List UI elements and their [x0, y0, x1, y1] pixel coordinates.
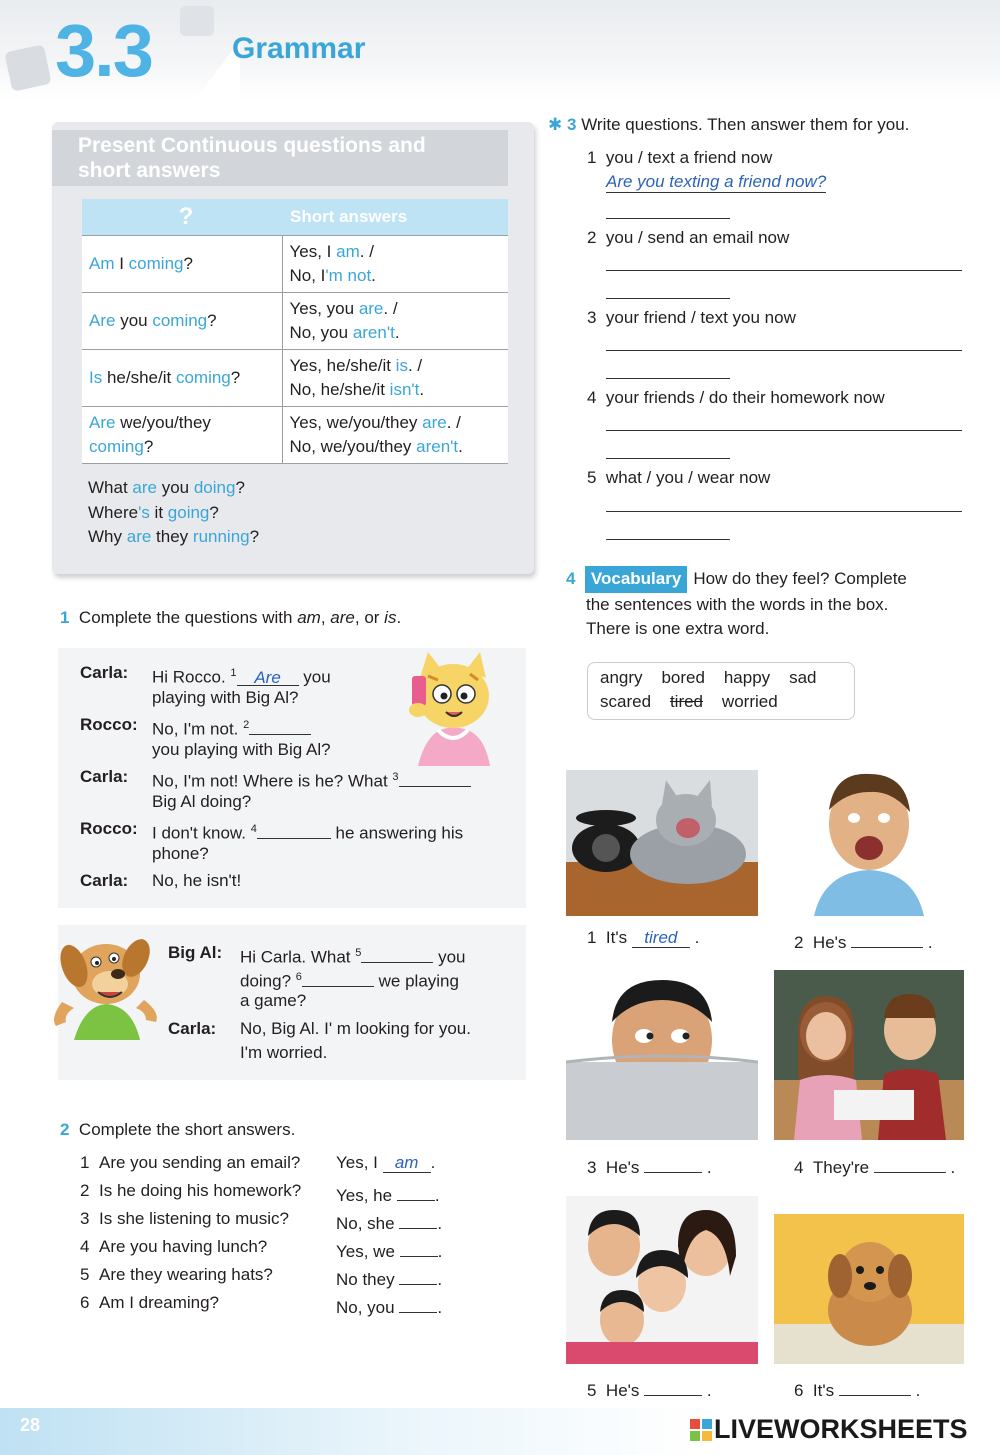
page-number: 28 — [20, 1415, 41, 1435]
dialogue-line: playing with Big Al? — [152, 688, 299, 707]
liveworksheets-logo-icon — [690, 1419, 712, 1441]
dialogue-line: doing? $^6$ we playing — [240, 965, 459, 994]
picture-caption: 3 He's . — [587, 1153, 712, 1178]
short-answer-line[interactable] — [606, 298, 730, 299]
exercise-1-instruction: 1 Complete the questions with am, are, or is. — [60, 608, 402, 627]
question-prompt: 3 your friend / text you now — [587, 308, 796, 327]
word-row — [600, 690, 842, 714]
bored-kids-photo — [774, 970, 964, 1140]
grammar-row — [82, 235, 508, 292]
short-answers-header: Short answers — [282, 199, 508, 235]
short-answer-blank[interactable] — [397, 1181, 435, 1201]
short-answer-blank[interactable] — [399, 1265, 437, 1285]
speaker-label: Carla: — [80, 663, 129, 682]
picture-caption: 2 He's . — [794, 928, 933, 953]
question-answer-line[interactable] — [606, 430, 962, 431]
grammar-table — [82, 199, 508, 464]
word: angry — [600, 668, 643, 687]
question-cell: Are we/you/they coming? — [82, 406, 282, 463]
caption-blank[interactable]: tired — [632, 928, 690, 948]
speaker-label: Rocco: — [80, 715, 138, 734]
short-answer-item: 5 Are they wearing hats? No they . — [80, 1265, 443, 1289]
short-answer-line[interactable] — [606, 378, 730, 379]
dialogue-line: No, he isn't! — [152, 871, 242, 890]
caption-blank[interactable] — [874, 1153, 946, 1173]
blank-6[interactable] — [302, 967, 374, 987]
dialogue-line: phone? — [152, 844, 209, 863]
answer-cell: Yes, we/you/they are. / No, we/you/they aren't. — [282, 406, 508, 463]
dialogue-line: a game? — [240, 991, 307, 1010]
picture-caption: 4 They're . — [794, 1153, 955, 1178]
short-answer-blank[interactable] — [399, 1209, 437, 1229]
grammar-row — [82, 349, 508, 406]
answer-cell: Yes, he/she/it is. / No, he/she/it isn't. — [282, 349, 508, 406]
question-answer-line[interactable] — [606, 270, 962, 271]
short-answer-line[interactable] — [606, 218, 730, 219]
short-answer-blank[interactable] — [400, 1237, 438, 1257]
grammar-row — [82, 406, 508, 463]
dialogue-line: Hi Rocco. $^1$ Are you — [152, 667, 331, 687]
short-answer-item: 2 Is he doing his homework? Yes, he . — [80, 1181, 440, 1205]
question-prompt: 4 your friends / do their homework now — [587, 388, 885, 407]
yawning-cat-photo — [566, 770, 758, 916]
question-answer-line[interactable]: Are you texting a friend now? — [606, 172, 827, 191]
challenge-star-icon: ✱ — [548, 115, 563, 134]
wh-question: Why are they running? — [88, 527, 260, 546]
answer-cell: Yes, you are. / No, you aren't. — [282, 292, 508, 349]
word: happy — [723, 668, 771, 687]
exercise-3-instruction: ✱ 3 Write questions. Then answer them for you. — [548, 115, 910, 134]
blank-5[interactable] — [361, 943, 433, 963]
word: scared — [600, 692, 652, 711]
short-answer-line[interactable] — [606, 539, 730, 540]
question-header: ? — [82, 199, 282, 235]
liveworksheets-logo — [690, 1414, 968, 1445]
question-prompt: 1 you / text a friend now — [587, 148, 773, 167]
question-cell: Am I coming? — [82, 235, 282, 292]
speaker-label: Rocco: — [80, 819, 138, 838]
short-answer-blank[interactable]: am — [383, 1153, 431, 1173]
question-prompt: 5 what / you / wear now — [587, 468, 771, 487]
speaker-label: Carla: — [80, 767, 129, 786]
wh-question: Where's it going? — [88, 502, 219, 522]
wh-questions — [88, 476, 259, 550]
question-answer-line[interactable] — [606, 511, 962, 512]
dialogue-line: No, Big Al. I' m looking for you. — [240, 1019, 471, 1038]
grammar-row — [82, 292, 508, 349]
word: sad — [789, 668, 817, 687]
dialogue-line: you playing with Big Al? — [152, 740, 331, 759]
lesson-title: Grammar — [232, 32, 366, 65]
question-answer-line[interactable] — [606, 350, 962, 351]
caption-blank[interactable] — [839, 1376, 911, 1396]
dialogue-line: I'm worried. — [240, 1043, 328, 1062]
dialogue-line: I don't know. $^4$ he answering his — [152, 817, 463, 846]
happy-family-photo — [566, 1196, 758, 1364]
dialogue-line: Hi Carla. What $^5$ you — [240, 941, 466, 970]
dog-illustration — [44, 922, 166, 1042]
picture-caption: 5 He's . — [587, 1376, 712, 1401]
puppy-photo — [774, 1214, 964, 1364]
brand-text: LIVEWORKSHEETS — [714, 1414, 968, 1444]
cat-on-phone-illustration — [398, 646, 508, 776]
dialogue-line: No, I'm not. $^2$ — [152, 713, 311, 742]
word-box — [587, 662, 855, 720]
blank-2[interactable] — [249, 715, 311, 735]
short-answer-item: 6 Am I dreaming? No, you . — [80, 1293, 443, 1317]
word: bored — [661, 668, 705, 687]
speaker-label: Carla: — [80, 871, 129, 890]
question-prompt: 2 you / send an email now — [587, 228, 790, 247]
wh-question: What are you doing? — [88, 478, 245, 497]
speaker-label: Carla: — [168, 1019, 217, 1038]
short-answer-item: 4 Are you having lunch? Yes, we . — [80, 1237, 443, 1261]
vocabulary-badge: Vocabulary — [585, 566, 687, 593]
exercise-4-instruction: 4 Vocabulary How do they feel? Complete the sentences with the words in the box. There is one extra word. — [566, 566, 986, 642]
short-answer-item: 1 Are you sending an email? Yes, I am . — [80, 1153, 436, 1172]
word-crossed-out: tired — [669, 692, 704, 711]
grammar-table-header — [82, 199, 508, 235]
scared-boy-photo — [566, 970, 758, 1140]
short-answer-line[interactable] — [606, 458, 730, 459]
surprised-boy-photo — [774, 762, 964, 916]
short-answer-item: 3 Is she listening to music? No, she . — [80, 1209, 443, 1233]
dialogue-2 — [168, 941, 508, 1071]
dialogue-line: Big Al doing? — [152, 792, 252, 811]
blank-1[interactable]: Are — [237, 666, 299, 686]
exercise-2-instruction: 2 Complete the short answers. — [60, 1120, 296, 1139]
word: worried — [721, 692, 778, 711]
word-row — [600, 666, 842, 690]
picture-caption: 6 It's . — [794, 1376, 920, 1401]
speaker-label: Big Al: — [168, 943, 223, 962]
short-answer-blank[interactable] — [399, 1293, 437, 1313]
caption-blank[interactable] — [851, 928, 923, 948]
question-cell: Are you coming? — [82, 292, 282, 349]
picture-caption: 1 It's tired . — [587, 928, 700, 947]
caption-blank[interactable] — [644, 1376, 702, 1396]
question-cell: Is he/she/it coming? — [82, 349, 282, 406]
caption-blank[interactable] — [644, 1153, 702, 1173]
grammar-box-title: Present Continuous questions and short answers — [52, 130, 508, 186]
lesson-number: 3.3 — [55, 9, 152, 92]
answer-cell: Yes, I am. / No, I'm not. — [282, 235, 508, 292]
dialogue-line: No, I'm not! Where is he? What $^3$ — [152, 765, 471, 794]
blank-4[interactable] — [257, 819, 331, 839]
